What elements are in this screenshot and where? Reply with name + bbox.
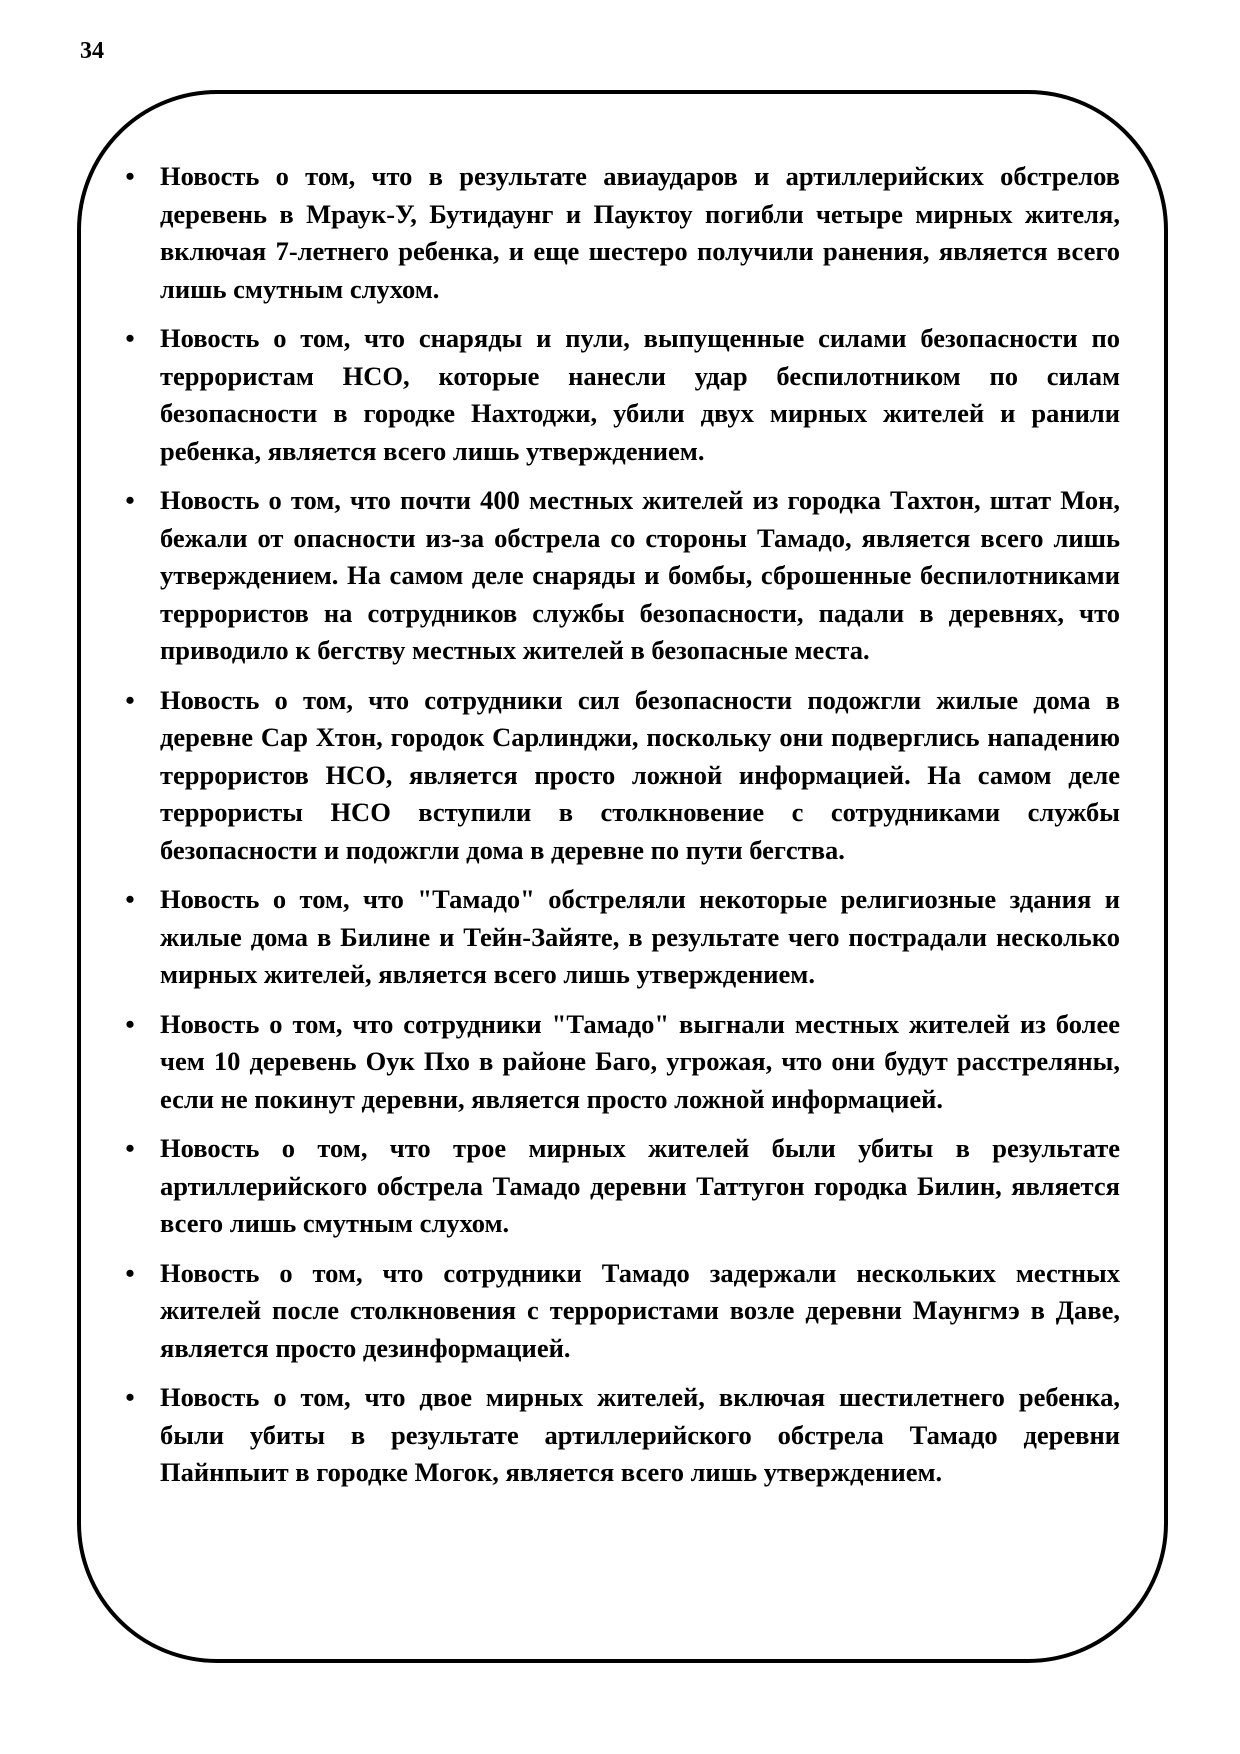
page-number: 34	[80, 38, 104, 64]
list-item	[120, 1130, 1120, 1243]
list-item-text: Новость о том, что сотрудники "Тамадо" выгнали местных жителей из более чем 10 деревень Оук Пхо в районе Баго, угрожая, что они будут расстреляны, если не покинут деревни, является просто ложной информацией.	[160, 1008, 1120, 1114]
list-item	[120, 1379, 1120, 1492]
list-item	[120, 1006, 1120, 1119]
bullet-icon: •	[125, 1133, 135, 1163]
list-item-text: Новость о том, что в результате авиаударов и артиллерийских обстрелов деревень в Мраук-У, Бутидаунг и Пауктоу погибли четыре мирных жителя, включая 7-летнего ребенка, и еще шестеро получили ранения, является всего лишь смутным слухом.	[160, 161, 1120, 304]
bullet-icon: •	[125, 323, 135, 353]
list-item	[120, 482, 1120, 670]
list-item-text: Новость о том, что почти 400 местных жителей из городка Тахтон, штат Мон, бежали от опасности из-за обстрела со стороны Тамадо, является всего лишь утверждением. На самом деле снаряды и бомбы, сброшенные беспилотниками террористов на сотрудников службы безопасности, падали в деревнях, что приводило к бегству местных жителей в безопасные места.	[160, 485, 1120, 665]
bullet-icon: •	[125, 485, 135, 515]
bullet-icon: •	[125, 684, 135, 715]
bullet-icon: •	[125, 884, 135, 914]
bullet-icon: •	[125, 161, 135, 191]
bullet-icon: •	[125, 1257, 135, 1288]
bullet-list	[120, 158, 1120, 1504]
list-item	[120, 682, 1120, 870]
bullet-icon: •	[125, 1382, 135, 1412]
list-item-text: Новость о том, что трое мирных жителей были убиты в результате артиллерийского обстрела Тамадо деревни Таттугон городка Билин, является всего лишь смутным слухом.	[160, 1133, 1120, 1238]
list-item	[120, 158, 1120, 308]
list-item	[120, 881, 1120, 994]
list-item	[120, 1255, 1120, 1368]
list-item-text: Новость о том, что двое мирных жителей, включая шестилетнего ребенка, были убиты в результате артиллерийского обстрела Тамадо деревни Пайнпыит в городке Могок, является всего лишь утверждением.	[160, 1382, 1120, 1487]
list-item-text: Новость о том, что сотрудники сил безопасности подожгли жилые дома в деревне Сар Хтон, городок Сарлинджи, поскольку они подверглись нападению террористов НСО, является просто ложной информацией. На самом деле террористы НСО вступили в столкновение с сотрудниками службы безопасности и подожгли дома в деревне по пути бегства.	[160, 684, 1120, 865]
list-item-text: Новость о том, что сотрудники Тамадо задержали нескольких местных жителей после столкновения с террористами возле деревни Маунгмэ в Даве, является просто дезинформацией.	[160, 1257, 1120, 1363]
list-item-text: Новость о том, что снаряды и пули, выпущенные силами безопасности по террористам НСО, которые нанесли удар беспилотником по силам безопасности в городке Нахтоджи, убили двух мирных жителей и ранили ребенка, является всего лишь утверждением.	[160, 323, 1120, 466]
bullet-icon: •	[125, 1008, 135, 1039]
list-item-text: Новость о том, что "Тамадо" обстреляли некоторые религиозные здания и жилые дома в Билине и Тейн-Зайяте, в результате чего пострадали несколько мирных жителей, является всего лишь утверждением.	[160, 884, 1120, 989]
list-item	[120, 320, 1120, 470]
